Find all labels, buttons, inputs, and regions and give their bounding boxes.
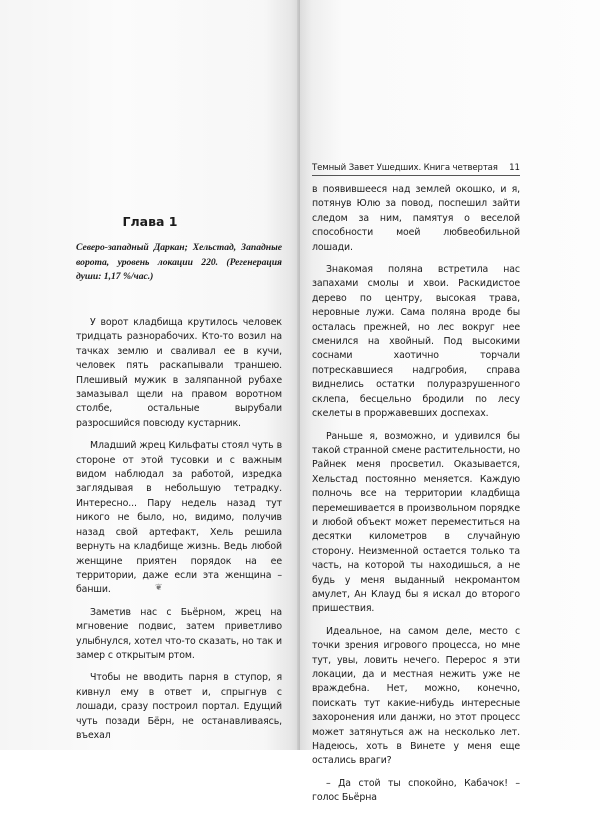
paragraph: Знакомая поляна встретила нас запахами смолы и хвои. Раскидистое дерево по центру, высокая трава, неровные лужи. Сама поляна вроде бы осталась прежней, но лес вокруг нее сменился на хвойный. Под высокими соснами хаотично торчали потрескавшиеся надгробия, справа виднелись остатки полуразрушенного склепа, бесцельно бродили по лесу скелеты в проржавевших доспехах.	[312, 264, 520, 420]
paragraph: Младший жрец Кильфаты стоял чуть в стороне от этой тусовки и с важным видом наблюдал за работой, изредка заглядывая в небольшую тетрадку. Интересно... Пару недель назад тут никого не было, но, видимо, получив назад свой артефакт, Хель решила вернуть на кладбище жизнь. Ведь любой женщине приятен порядок на ее территории, даже если эта женщина – банши.	[76, 440, 282, 596]
ornament-icon: ❦	[155, 583, 163, 593]
paragraph: Идеальное, на самом деле, место с точки зрения игрового процесса, но мне тут, увы, ловить нечего. Перерос я эти локации, да и местная нежить уже не враждебна. Нет, можно, конечно, поискать тут какие-нибудь интересные захоронения или данжи, но этот процесс может затянуться аж на несколько лет. Надеюсь, хоть в Винете у меня еще остались враги?	[312, 625, 520, 767]
right-text-column	[312, 183, 520, 814]
left-page	[0, 0, 300, 750]
paragraph: – Да стой ты спокойно, Кабачок! – голос Бьёрна	[312, 777, 520, 804]
page-number: 11	[509, 163, 520, 173]
paragraph: в появившееся над землей окошко, и я, потянув Юлю за повод, поспешил зайти следом за ним, памятуя о веселой способности моей любвеобильной лошади.	[312, 184, 520, 253]
paragraph: Раньше я, возможно, и удивился бы такой странной смене растительности, но Райнек меня просветил. Оказывается, Хельстад постоянно меняется. Каждую полночь все на территории кладбища перемешивается в произвольном порядке и любой объект может переместиться на десятки километров в случайную сторону. Неизменной остается только та часть, на которой ты находишься, а не будь у меня выданный некромантом амулет, Ан Клауд бы я искал до второго пришествия.	[312, 430, 520, 615]
left-text-column	[76, 316, 282, 751]
paragraph: Заметив нас с Бьёрном, жрец на мгновение подвис, затем приветливо улыбнулся, хотел что-то сказать, но так и замер с открытым ртом.	[76, 606, 282, 661]
chapter-title: Глава 1	[122, 214, 178, 229]
location-line: Северо-западный Даркан; Хельстад, Западные ворота, уровень локации 220. (Регенерация души: 1,17 %/час.)	[76, 242, 282, 282]
paragraph: У ворот кладбища крутилось человек тридцать разнорабочих. Кто-то возил на тачках землю и сваливал ее в кучи, человек пять раскапывали траншею. Плешивый мужик в заляпанной рубахе замазывал щели на правом воротном столбе, остальные вырубали разросшийся повсюду кустарник.	[76, 317, 282, 429]
running-title: Темный Завет Ушедших. Книга четвертая	[312, 163, 498, 173]
paragraph: Чтобы не вводить парня в ступор, я кивнул ему в ответ и, спрыгнув с лошади, сразу построил портал. Едущий чуть позади Бёрн, не останавливаясь, въехал	[76, 672, 282, 741]
running-header	[312, 163, 520, 176]
